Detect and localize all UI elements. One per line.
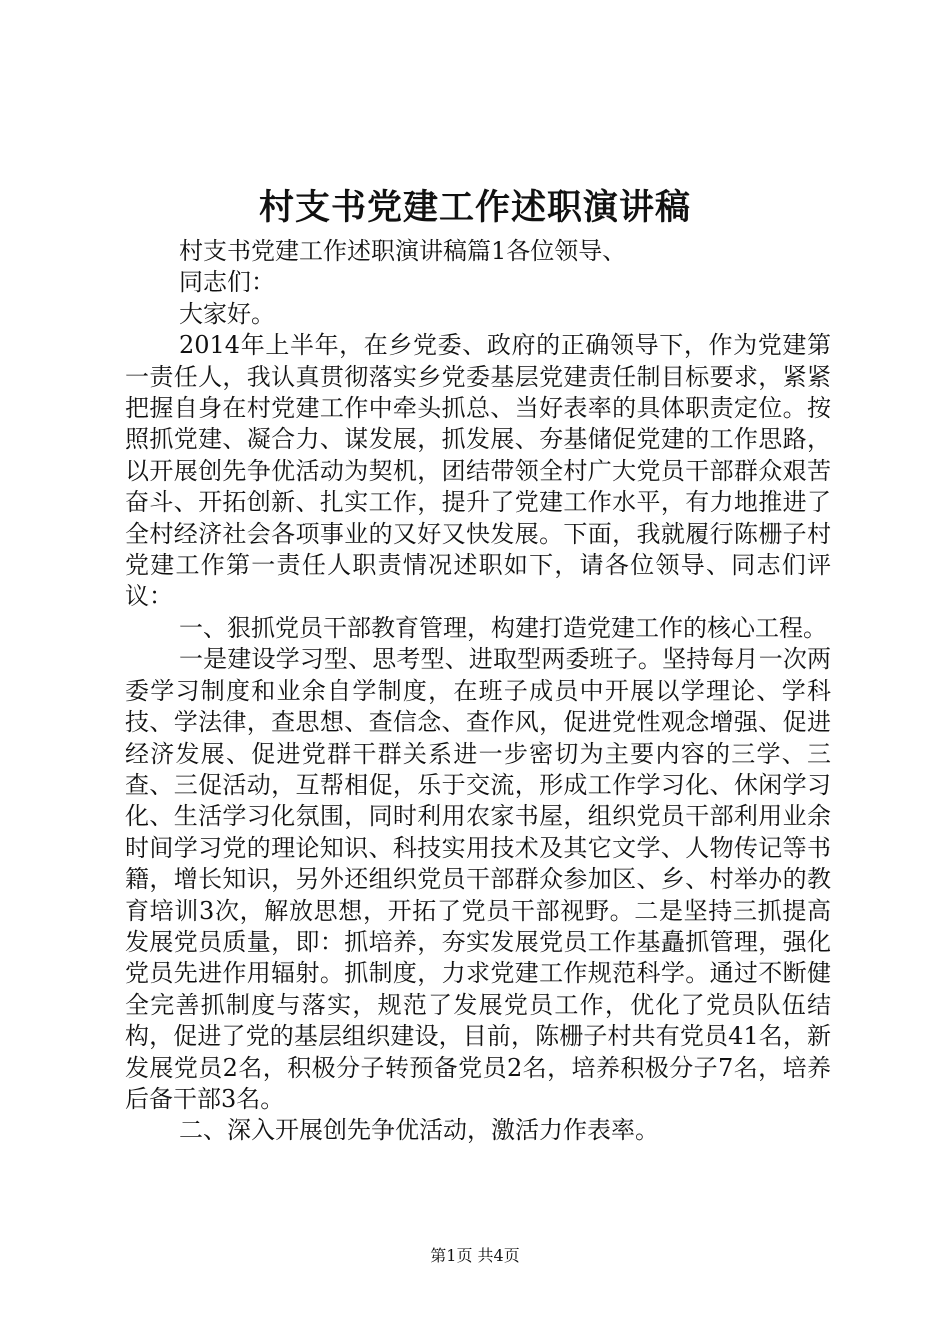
paragraph-salutation: 同志们： — [179, 268, 275, 297]
paragraph-intro: 2014年上半年，在乡党委、政府的正确领导下，作为党建第一责任人，我认真贯彻落实乡党委基层党建责任制目标要求，紧紧把握自身在村党建工作中牵头抓总、当好表率的具体职责定位。按照抓党建、凝合力、谋发展，抓发展、夯基储促党建的工作思路，以开展创先争优活动为契机，团结带领全村广大党员干部群众艰苦奋斗、开拓创新、扎实工作，提升了党建工作水平，有力地推进了全村经济社会各项事业的又好又快发展。下面，我就履行陈栅子村党建工作第一责任人职责情况述职如下，请各位领导、同志们评议： — [125, 331, 831, 611]
paragraph-section-one-heading: 一、狠抓党员干部教育管理，构建打造党建工作的核心工程。 — [179, 613, 827, 642]
paragraph-section-two-heading: 二、深入开展创先争优活动，激活力作表率。 — [179, 1116, 659, 1145]
paragraph-opening: 村支书党建工作述职演讲稿篇1各位领导、 — [179, 237, 627, 265]
page-number-footer: 第1页 共4页 — [430, 1246, 520, 1265]
paragraph-section-one-body: 一是建设学习型、思考型、进取型两委班子。坚持每月一次两委学习制度和业余自学制度，在班子成员中开展以学理论、学科技、学法律，查思想、查信念、查作风，促进党性观念增强、促进经济发展、促进党群干群关系进一步密切为主要内容的三学、三查、三促活动，互帮相促，乐于交流，形成工作学习化、休闲学习化、生活学习化氛围，同时利用农家书屋，组织党员干部利用业余时间学习党的理论知识、科技实用技术及其它文学、人物传记等书籍，增长知识，另外还组织党员干部群众参加区、乡、村举办的教育培训3次，解放思想，开拓了党员干部视野。二是坚持三抓提高发展党员质量，即：抓培养，夯实发展党员工作基矗抓管理，强化党员先进作用辐射。抓制度，力求党建工作规范科学。通过不断健全完善抓制度与落实，规范了发展党员工作，优化了党员队伍结构，促进了党的基层组织建设，目前，陈栅子村共有党员41名，新发展党员2名，积极分子转预备党员2名，培养积极分子7名，培养后备干部3名。 — [125, 645, 831, 1113]
document-body — [125, 236, 831, 1147]
paragraph-greeting: 大家好。 — [179, 299, 275, 328]
document-title: 村支书党建工作述职演讲稿 — [258, 187, 691, 228]
